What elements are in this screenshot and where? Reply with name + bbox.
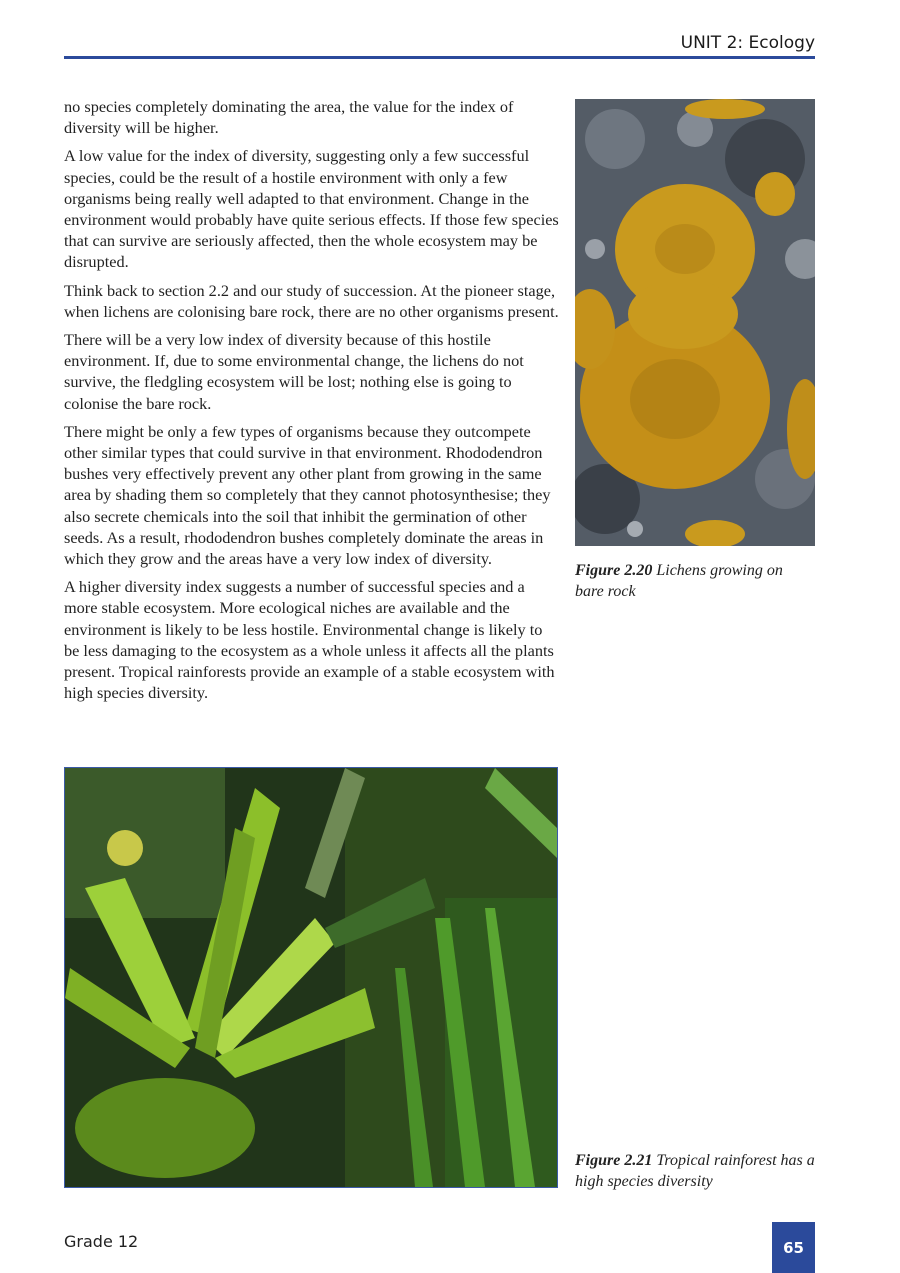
page-number: 65 xyxy=(772,1222,815,1273)
figure-label: Figure 2.21 xyxy=(575,1152,653,1169)
lichen-photo xyxy=(575,99,815,546)
figure-caption-text: Lichens growing on bare rock xyxy=(575,562,783,600)
paragraph: There will be a very low index of diversity because of this hostile environment. If, due to some environmental change, the lichens do not survive, the fledgling ecosystem will be lost; nothing else is going to colonise the bare rock. xyxy=(64,330,524,413)
rainforest-photo xyxy=(64,767,558,1188)
paragraph: Think back to section 2.2 and our study of succession. At the pioneer stage, when lichens are colonising bare rock, there are no other organisms present. xyxy=(64,280,559,321)
figure-caption-text: Tropical rainforest has a high species diversity xyxy=(575,1152,815,1190)
figure-label: Figure 2.20 xyxy=(575,562,653,579)
paragraph: no species completely dominating the area, the value for the index of diversity will be higher. xyxy=(64,97,514,138)
body-text xyxy=(64,96,560,710)
figure-2-21-caption xyxy=(575,1150,815,1192)
grade-label: Grade 12 xyxy=(64,1232,139,1251)
paragraph: There might be only a few types of organisms because they outcompete other similar types that could survive in that environment. Rhododendron bushes very effectively prevent any other plant from growing in the same area by shading them so completely that they cannot photosynthesise; they also secrete chemicals into the soil that inhibit the germination of other seeds. As a result, rhododendron bushes completely dominate the areas in which they grow and the areas have a very low index of diversity. xyxy=(64,421,551,569)
unit-title: UNIT 2: Ecology xyxy=(680,33,815,53)
paragraph: A low value for the index of diversity, suggesting only a few successful species, could be the result of a hostile environment with only a few organisms being really well adapted to that environment. Change in the environment would probably have quite serious effects. If those few species that can survive are seriously affected, then the whole ecosystem may be disrupted. xyxy=(64,146,559,272)
figure-2-20-caption xyxy=(575,560,815,602)
header-rule xyxy=(64,56,815,59)
paragraph: A higher diversity index suggests a number of successful species and a more stable ecosystem. More ecological niches are available and the environment is likely to be less hostile. Environmental change is likely to be less damaging to the ecosystem as a whole unless it affects all the plants present. Tropical rainforests provide an example of a stable ecosystem with high species diversity. xyxy=(64,577,555,703)
